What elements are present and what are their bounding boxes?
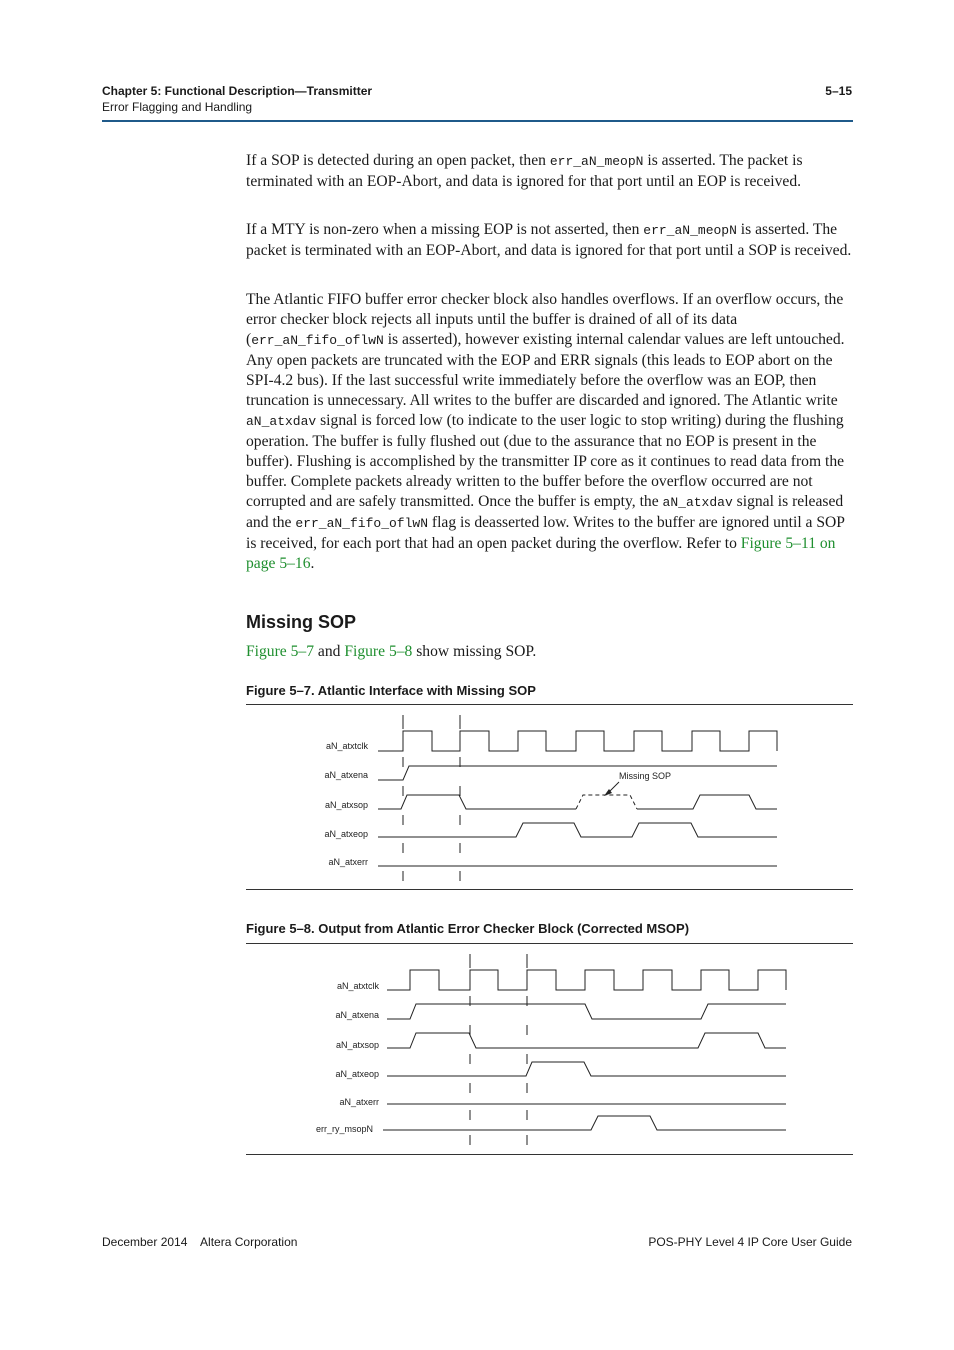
waveform-clk	[378, 731, 777, 751]
paragraph-sop-open-packet	[246, 151, 852, 192]
code-signal: err_aN_fifo_oflwN	[251, 333, 384, 348]
waveform-msop	[383, 1116, 786, 1130]
text: show missing SOP.	[412, 643, 537, 660]
signal-label-msop: err_ry_msopN	[315, 1124, 373, 1134]
code-signal: aN_atxdav	[246, 414, 317, 429]
figure-5-8-caption: Figure 5–8. Output from Atlantic Error Checker Block (Corrected MSOP)	[246, 921, 690, 936]
code-signal: aN_atxdav	[662, 495, 733, 510]
paragraph-fifo-overflow	[246, 290, 852, 574]
waveform-sop	[378, 795, 576, 809]
code-signal: err_aN_fifo_oflwN	[295, 516, 428, 531]
header-rule	[102, 120, 853, 122]
figure-5-7-timing-diagram	[246, 705, 853, 889]
figure-5-7-caption: Figure 5–7. Atlantic Interface with Missing SOP	[246, 683, 536, 698]
signal-label-ena: aN_atxena	[324, 770, 368, 780]
paragraph-mty-nonzero	[246, 220, 852, 261]
page-number: 5–15	[825, 84, 852, 98]
figure-5-7-bottom-rule	[246, 889, 853, 890]
signal-label-clk: aN_atxtclk	[336, 981, 379, 991]
text: is asserted. The packet is terminated with an EOP-Abort, and data is ignored for that port until a SOP is received.	[246, 221, 852, 259]
text: If a MTY is non-zero when a missing EOP is not asserted, then	[246, 221, 644, 238]
signal-label-eop: aN_atxeop	[324, 829, 368, 839]
signal-label-sop: aN_atxsop	[335, 1040, 379, 1050]
signal-label-sop: aN_atxsop	[324, 800, 368, 810]
signal-label-ena: aN_atxena	[335, 1010, 379, 1020]
annotation-missing-sop: Missing SOP	[619, 771, 672, 781]
figure-5-7-link[interactable]: Figure 5–7	[246, 643, 315, 660]
figure-5-8-timing-diagram	[246, 944, 853, 1154]
text: and	[314, 643, 345, 660]
waveform-eop	[378, 823, 777, 837]
text: If a SOP is detected during an open packet, then	[246, 152, 550, 169]
waveform-ena	[378, 766, 777, 780]
waveform-sop	[387, 1033, 786, 1048]
waveform-eop	[387, 1062, 786, 1076]
waveform-sop-missing	[576, 795, 637, 809]
footer-doc-title: POS-PHY Level 4 IP Core User Guide	[648, 1235, 852, 1249]
signal-label-err: aN_atxerr	[328, 857, 368, 867]
paragraph-missing-sop-intro	[246, 642, 852, 662]
text: The Atlantic FIFO buffer error checker block also handles overflows. If an overflow occurs, the error checker block rejects all inputs until the buffer is drained of all of its data (	[246, 291, 844, 348]
running-header-section: Error Flagging and Handling	[102, 100, 253, 114]
text: flag is deasserted low. Writes to the buffer are ignored until a SOP is received, for each port that had an open packet during the overflow. Refer to	[246, 514, 845, 552]
code-signal: err_aN_meopN	[643, 223, 737, 238]
figure-5-11-link[interactable]: Figure 5–11 on page 5–16	[246, 535, 836, 572]
text: .	[310, 555, 315, 572]
figure-5-8-link[interactable]: Figure 5–8	[344, 643, 413, 660]
signal-label-clk: aN_atxtclk	[325, 741, 368, 751]
signal-label-eop: aN_atxeop	[335, 1069, 379, 1079]
text: is asserted), however existing internal calendar values are left untouched. Any open packets are truncated with the EOP and ERR signals (this leads to EOP abort on the SPI-4.2 bus). If the last successful write immediately before the overflow was an EOP, then truncation is unnecessary. All writes to the buffer are discarded and ignored. The Atlantic write	[246, 331, 845, 409]
text: is asserted. The packet is terminated with an EOP-Abort, and data is ignored for that port until an EOP is received.	[246, 152, 803, 190]
waveform-ena	[387, 1004, 786, 1019]
waveform-sop-cont	[637, 795, 777, 809]
code-signal: err_aN_meopN	[549, 154, 644, 169]
figure-5-8-bottom-rule	[246, 1154, 853, 1155]
footer-date-company: December 2014 Altera Corporation	[102, 1235, 298, 1249]
section-heading-missing-sop: Missing SOP	[246, 612, 357, 632]
waveform-clk	[387, 970, 786, 990]
running-header-chapter: Chapter 5: Functional Description—Transmitter	[102, 84, 373, 98]
signal-label-err: aN_atxerr	[339, 1097, 379, 1107]
text: signal is released and the	[246, 493, 844, 531]
text: signal is forced low (to indicate to the user logic to stop writing) during the flushing operation. The buffer is fully flushed out (due to the assurance that no EOP is present in the buffer). Flushing is accomplished by the transmitter IP core as it continues to read data from the buffer. Complete packets already written to the buffer before the overflow occurred are not corrupted and are safely transmitted. Once the buffer is empty, the	[246, 412, 845, 510]
